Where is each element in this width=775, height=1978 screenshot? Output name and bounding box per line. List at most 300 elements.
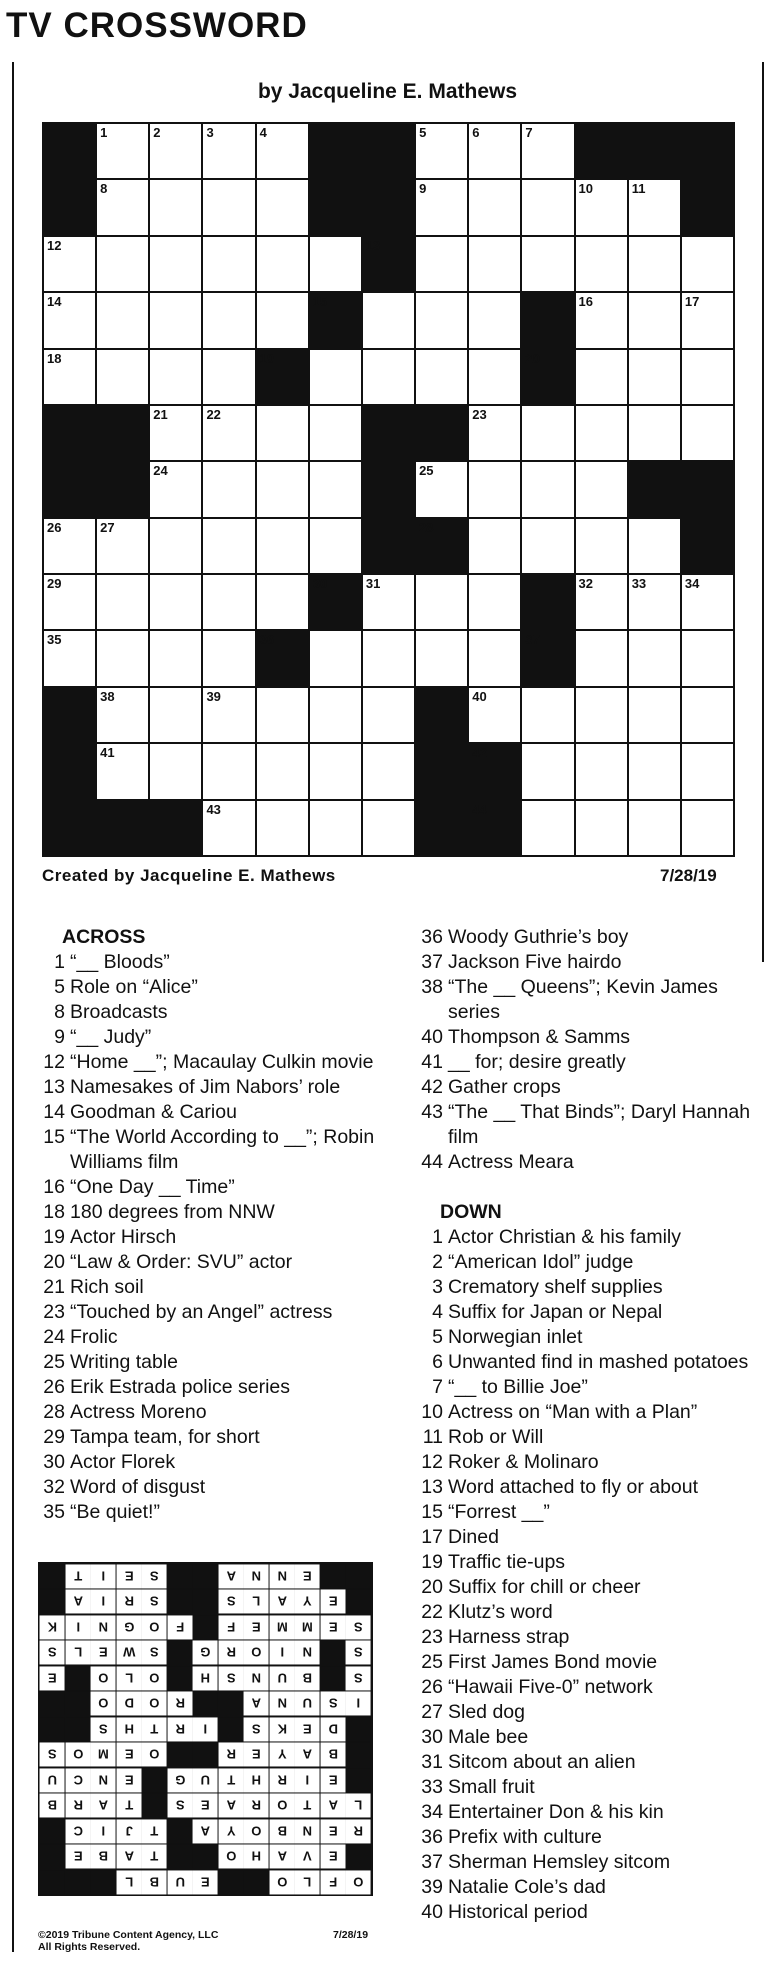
grid-cell[interactable] <box>682 293 733 347</box>
black-square <box>469 801 520 855</box>
grid-cell[interactable] <box>576 293 627 347</box>
solution-black-square <box>91 1870 116 1894</box>
grid-cell[interactable] <box>150 575 201 629</box>
solution-letter: M <box>91 1742 116 1766</box>
grid-cell[interactable] <box>682 237 733 291</box>
grid-cell[interactable] <box>150 350 201 404</box>
clue-number: 22 <box>206 406 221 422</box>
grid-cell[interactable] <box>416 631 467 685</box>
solution-letter: T <box>142 1819 167 1843</box>
grid-cell[interactable] <box>97 631 148 685</box>
grid-cell[interactable] <box>257 237 308 291</box>
clue-text: Actor Christian & his family <box>448 1226 681 1248</box>
grid-cell[interactable] <box>576 350 627 404</box>
clue-text: Entertainer Don & his kin <box>448 1801 664 1823</box>
clue-number: 42 <box>472 745 487 761</box>
grid-cell[interactable] <box>576 237 627 291</box>
clue-text: Erik Estrada police series <box>70 1376 291 1398</box>
down-clue <box>408 1525 758 1550</box>
grid-cell[interactable] <box>576 519 627 573</box>
solution-letter: C <box>66 1768 91 1792</box>
grid-cell[interactable] <box>150 293 201 347</box>
grid-cell[interactable] <box>576 406 627 460</box>
across-clue <box>30 1200 400 1225</box>
grid-cell[interactable] <box>257 744 308 798</box>
across-clue <box>30 1450 400 1475</box>
solution-letter: B <box>40 1793 65 1817</box>
clue-text: Unwanted find in mashed potatoes <box>448 1351 749 1373</box>
grid-cell[interactable] <box>150 237 201 291</box>
clue-number: 23 <box>421 1626 443 1648</box>
clue-number: 1 <box>432 1226 443 1248</box>
grid-cell[interactable] <box>310 631 361 685</box>
solution-letter: E <box>91 1640 116 1664</box>
black-square <box>97 406 148 460</box>
grid-cell[interactable] <box>150 631 201 685</box>
black-square <box>469 744 520 798</box>
grid-cell[interactable] <box>682 350 733 404</box>
clue-text: Prefix with culture <box>448 1826 602 1848</box>
solution-letter: U <box>270 1666 295 1690</box>
grid-cell[interactable] <box>44 237 95 291</box>
solution-letter: I <box>91 1589 116 1613</box>
black-square <box>682 519 733 573</box>
clue-number: 31 <box>421 1751 443 1773</box>
black-square <box>576 124 627 178</box>
grid-cell[interactable] <box>416 237 467 291</box>
clue-number: 35 <box>43 1501 65 1523</box>
clue-text: Klutz’s word <box>448 1601 553 1623</box>
black-square <box>44 462 95 516</box>
grid-cell[interactable] <box>469 406 520 460</box>
grid-cell[interactable] <box>682 801 733 855</box>
clue-number: 7 <box>525 125 533 140</box>
grid-cell[interactable] <box>576 744 627 798</box>
grid-cell[interactable] <box>469 293 520 347</box>
clue-text: Sitcom about an alien <box>448 1751 636 1773</box>
solution-letter: S <box>321 1691 346 1715</box>
clue-number: 18 <box>43 1201 65 1223</box>
black-square <box>44 406 95 460</box>
clue-number: 1 <box>100 125 108 140</box>
solution-black-square <box>193 1615 218 1639</box>
grid-cell[interactable] <box>257 293 308 347</box>
clue-number: 26 <box>47 519 62 535</box>
clue-number: 20 <box>421 1576 443 1598</box>
grid-cell[interactable] <box>416 462 467 516</box>
clue-number: 14 <box>47 294 62 310</box>
solution-letter: O <box>346 1870 371 1894</box>
grid-cell[interactable] <box>310 462 361 516</box>
grid-cell[interactable] <box>97 293 148 347</box>
down-clue <box>408 1500 758 1525</box>
grid-cell[interactable] <box>469 462 520 516</box>
grid-cell[interactable] <box>257 462 308 516</box>
grid-cell[interactable] <box>363 744 414 798</box>
clue-number: 13 <box>365 237 381 253</box>
solution-letter: R <box>66 1793 91 1817</box>
grid-cell[interactable] <box>682 406 733 460</box>
solution-black-square <box>244 1870 269 1894</box>
clue-text: Sled dog <box>448 1701 525 1723</box>
grid-cell[interactable] <box>203 293 254 347</box>
solution-letter: T <box>219 1768 244 1792</box>
grid-cell[interactable] <box>576 180 627 234</box>
clue-number: 37 <box>421 1851 443 1873</box>
grid-cell[interactable] <box>203 124 254 178</box>
solution-letter: O <box>142 1615 167 1639</box>
copyright-line-1: ©2019 Tribune Content Agency, LLC <box>38 1929 219 1941</box>
solution-letter: E <box>321 1768 346 1792</box>
grid-cell[interactable] <box>416 124 467 178</box>
grid-cell[interactable] <box>310 519 361 573</box>
grid-cell[interactable] <box>310 406 361 460</box>
down-clue <box>408 1625 758 1650</box>
across-clue <box>30 1475 400 1500</box>
grid-cell[interactable] <box>469 350 520 404</box>
grid-cell[interactable] <box>629 801 680 855</box>
grid-cell[interactable] <box>416 180 467 234</box>
solution-letter: S <box>346 1640 371 1664</box>
solution-black-square <box>321 1640 346 1664</box>
grid-cell[interactable] <box>203 575 254 629</box>
clue-number: 10 <box>421 1401 443 1423</box>
grid-cell[interactable] <box>150 688 201 742</box>
clue-number: 16 <box>578 294 593 310</box>
solution-letter: S <box>346 1666 371 1690</box>
clues-right-column <box>408 925 758 1925</box>
grid-cell[interactable] <box>97 519 148 573</box>
solution-letter: R <box>168 1717 193 1741</box>
clue-text: “Law & Order: SVU” actor <box>70 1251 293 1273</box>
solution-letter: A <box>219 1793 244 1817</box>
grid-cell[interactable] <box>310 237 361 291</box>
black-square <box>522 631 573 685</box>
across-clue <box>30 1300 400 1325</box>
grid-cell[interactable] <box>682 744 733 798</box>
solution-grid <box>38 1562 373 1896</box>
grid-cell[interactable] <box>469 575 520 629</box>
clue-text: Actor Hirsch <box>70 1226 177 1248</box>
solution-letter: U <box>193 1768 218 1792</box>
grid-cell[interactable] <box>416 350 467 404</box>
black-square <box>522 350 573 404</box>
grid-cell[interactable] <box>363 575 414 629</box>
clue-number: 23 <box>472 406 487 422</box>
grid-cell[interactable] <box>363 350 414 404</box>
grid-cell[interactable] <box>97 575 148 629</box>
solution-letter: B <box>270 1819 295 1843</box>
grid-cell[interactable] <box>469 688 520 742</box>
black-square <box>44 124 95 178</box>
frame-left-rule <box>12 62 14 1952</box>
clue-number: 29 <box>47 576 62 592</box>
black-square <box>363 237 414 291</box>
grid-cell[interactable] <box>522 801 573 855</box>
solution-letter: W <box>117 1640 142 1664</box>
grid-cell[interactable] <box>469 237 520 291</box>
grid-cell[interactable] <box>469 519 520 573</box>
grid-cell[interactable] <box>310 688 361 742</box>
grid-cell[interactable] <box>97 124 148 178</box>
grid-cell[interactable] <box>310 744 361 798</box>
grid-cell[interactable] <box>629 237 680 291</box>
grid-cell[interactable] <box>97 688 148 742</box>
clue-number: 24 <box>153 463 168 479</box>
clue-number: 3 <box>432 1276 443 1298</box>
grid-cell[interactable] <box>416 575 467 629</box>
clue-number: 38 <box>100 688 115 704</box>
grid-cell[interactable] <box>363 801 414 855</box>
grid-cell[interactable] <box>150 124 201 178</box>
solution-letter: R <box>219 1742 244 1766</box>
solution-letter: D <box>117 1691 142 1715</box>
grid-cell[interactable] <box>310 350 361 404</box>
grid-cell[interactable] <box>150 519 201 573</box>
grid-cell[interactable] <box>469 180 520 234</box>
grid-cell[interactable] <box>203 462 254 516</box>
black-square <box>416 801 467 855</box>
grid-cell[interactable] <box>257 575 308 629</box>
across-clue <box>408 1050 758 1075</box>
solution-black-square <box>168 1640 193 1664</box>
clue-number: 4 <box>259 125 267 140</box>
grid-cell[interactable] <box>522 519 573 573</box>
grid-cell[interactable] <box>522 237 573 291</box>
page-title: TV CROSSWORD <box>6 6 308 45</box>
grid-cell[interactable] <box>257 801 308 855</box>
clue-number: 44 <box>421 1151 443 1173</box>
solution-black-square <box>193 1564 218 1588</box>
grid-cell[interactable] <box>257 180 308 234</box>
clue-text: “Home __”; Macaulay Culkin movie <box>70 1051 374 1073</box>
solution-letter: O <box>219 1844 244 1868</box>
down-clue <box>408 1300 758 1325</box>
grid-cell[interactable] <box>629 519 680 573</box>
clue-text: “The World According to __”; Robin Williams film <box>70 1126 375 1173</box>
black-square <box>310 575 361 629</box>
grid-cell[interactable] <box>522 688 573 742</box>
black-square <box>682 462 733 516</box>
solution-letter: A <box>244 1691 269 1715</box>
solution-letter: M <box>295 1615 320 1639</box>
solution-letter: G <box>193 1640 218 1664</box>
grid-cell[interactable] <box>203 237 254 291</box>
grid-cell[interactable] <box>203 801 254 855</box>
grid-cell[interactable] <box>469 631 520 685</box>
across-list-continued <box>408 925 758 1175</box>
clue-text: Namesakes of Jim Nabors’ role <box>70 1076 341 1098</box>
solution-black-square <box>346 1564 371 1588</box>
grid-cell[interactable] <box>469 124 520 178</box>
solution-black-square <box>66 1717 91 1741</box>
grid-cell[interactable] <box>44 631 95 685</box>
clue-text: Traffic tie-ups <box>448 1551 566 1573</box>
grid-cell[interactable] <box>203 744 254 798</box>
solution-letter: E <box>193 1793 218 1817</box>
grid-cell[interactable] <box>416 293 467 347</box>
grid-cell[interactable] <box>522 406 573 460</box>
grid-cell[interactable] <box>97 350 148 404</box>
grid-cell[interactable] <box>150 744 201 798</box>
grid-cell[interactable] <box>682 575 733 629</box>
clue-text: “__ Judy” <box>70 1026 152 1048</box>
solution-letter: L <box>117 1666 142 1690</box>
solution-letter: I <box>346 1691 371 1715</box>
grid-cell[interactable] <box>576 631 627 685</box>
clue-text: Actress Meara <box>448 1151 574 1173</box>
grid-cell[interactable] <box>363 688 414 742</box>
grid-cell[interactable] <box>522 124 573 178</box>
solution-letter: I <box>66 1615 91 1639</box>
across-clue <box>30 1250 400 1275</box>
grid-cell[interactable] <box>576 688 627 742</box>
clue-number: 4 <box>432 1301 443 1323</box>
grid-cell[interactable] <box>203 519 254 573</box>
clue-text: Historical period <box>448 1901 588 1923</box>
clue-number: 30 <box>43 1451 65 1473</box>
down-clue <box>408 1250 758 1275</box>
solution-letter: N <box>244 1564 269 1588</box>
grid-cell[interactable] <box>522 462 573 516</box>
solution-black-square <box>40 1589 65 1613</box>
solution-letter: I <box>270 1640 295 1664</box>
solution-letter: S <box>142 1564 167 1588</box>
clue-text: First James Bond movie <box>448 1651 658 1673</box>
grid-cell[interactable] <box>203 180 254 234</box>
grid-cell[interactable] <box>682 631 733 685</box>
grid-cell[interactable] <box>629 180 680 234</box>
clue-text: “Hawaii Five-0” network <box>448 1676 653 1698</box>
grid-cell[interactable] <box>522 744 573 798</box>
grid-cell[interactable] <box>203 631 254 685</box>
grid-cell[interactable] <box>576 462 627 516</box>
solution-letter: A <box>117 1844 142 1868</box>
across-clue <box>408 1150 758 1175</box>
across-list <box>30 950 400 1525</box>
clue-text: “Touched by an Angel” actress <box>70 1301 333 1323</box>
clue-text: __ for; desire greatly <box>448 1051 626 1073</box>
clue-number: 13 <box>43 1076 65 1098</box>
grid-cell[interactable] <box>257 406 308 460</box>
solution-letter: E <box>295 1564 320 1588</box>
grid-cell[interactable] <box>576 801 627 855</box>
solution-letter: A <box>270 1844 295 1868</box>
solution-letter: L <box>66 1640 91 1664</box>
solution-letter: A <box>193 1819 218 1843</box>
clue-text: Jackson Five hairdo <box>448 951 622 973</box>
grid-cell[interactable] <box>257 688 308 742</box>
solution-black-square <box>219 1870 244 1894</box>
grid-cell[interactable] <box>97 180 148 234</box>
solution-letter: S <box>40 1742 65 1766</box>
solution-letter: C <box>66 1819 91 1843</box>
solution-letter: T <box>117 1793 142 1817</box>
solution-letter: L <box>346 1793 371 1817</box>
grid-cell[interactable] <box>44 293 95 347</box>
solution-black-square <box>66 1691 91 1715</box>
grid-cell[interactable] <box>257 519 308 573</box>
clue-number: 25 <box>43 1351 65 1373</box>
across-clue <box>30 1275 400 1300</box>
grid-date: 7/28/19 <box>660 866 717 885</box>
clue-text: Word attached to fly or about <box>448 1476 699 1498</box>
black-square <box>682 180 733 234</box>
solution-date: 7/28/19 <box>333 1929 369 1941</box>
grid-cell[interactable] <box>363 293 414 347</box>
solution-letter: O <box>91 1666 116 1690</box>
grid-cell[interactable] <box>203 688 254 742</box>
grid-cell[interactable] <box>150 180 201 234</box>
clue-text: Broadcasts <box>70 1001 168 1023</box>
clue-number: 12 <box>421 1451 443 1473</box>
clue-text: Goodman & Cariou <box>70 1101 237 1123</box>
solution-letter: A <box>219 1564 244 1588</box>
grid-cell[interactable] <box>522 180 573 234</box>
clue-number: 40 <box>421 1026 443 1048</box>
grid-cell[interactable] <box>629 688 680 742</box>
solution-letter: H <box>193 1666 218 1690</box>
grid-cell[interactable] <box>629 631 680 685</box>
down-clue <box>408 1650 758 1675</box>
down-clue <box>408 1875 758 1900</box>
down-clue <box>408 1850 758 1875</box>
down-clue <box>408 1825 758 1850</box>
clue-number: 5 <box>432 1326 443 1348</box>
grid-cell[interactable] <box>257 124 308 178</box>
grid-cell[interactable] <box>150 406 201 460</box>
grid-cell[interactable] <box>44 519 95 573</box>
solution-letter: O <box>244 1819 269 1843</box>
grid-cell[interactable] <box>629 350 680 404</box>
solution-letter: O <box>270 1793 295 1817</box>
clue-number: 40 <box>421 1901 443 1923</box>
grid-cell[interactable] <box>363 631 414 685</box>
clue-number: 26 <box>43 1376 65 1398</box>
grid-cell[interactable] <box>629 293 680 347</box>
solution-letter: N <box>270 1564 295 1588</box>
solution-black-square <box>219 1691 244 1715</box>
grid-cell[interactable] <box>203 406 254 460</box>
solution-letter: E <box>117 1564 142 1588</box>
clue-text: “The __ Queens”; Kevin James series <box>448 976 718 1023</box>
black-square <box>257 631 308 685</box>
down-clue <box>408 1900 758 1925</box>
solution-black-square <box>168 1844 193 1868</box>
grid-cell[interactable] <box>310 801 361 855</box>
grid-cell[interactable] <box>97 744 148 798</box>
grid-cell[interactable] <box>203 350 254 404</box>
grid-cell[interactable] <box>629 744 680 798</box>
solution-letter: V <box>295 1844 320 1868</box>
across-clue <box>30 1075 400 1100</box>
clue-number: 43 <box>421 1101 443 1123</box>
grid-cell[interactable] <box>44 575 95 629</box>
clue-number: 36 <box>259 632 275 648</box>
clue-text: Small fruit <box>448 1776 535 1798</box>
grid-cell[interactable] <box>44 350 95 404</box>
grid-cell[interactable] <box>576 575 627 629</box>
grid-cell[interactable] <box>97 237 148 291</box>
grid-cell[interactable] <box>150 462 201 516</box>
clue-number: 31 <box>365 576 381 592</box>
solution-letter: O <box>244 1640 269 1664</box>
grid-cell[interactable] <box>629 406 680 460</box>
down-clue <box>408 1375 758 1400</box>
grid-cell[interactable] <box>629 575 680 629</box>
grid-cell[interactable] <box>682 688 733 742</box>
clue-text: “__ Bloods” <box>70 951 170 973</box>
